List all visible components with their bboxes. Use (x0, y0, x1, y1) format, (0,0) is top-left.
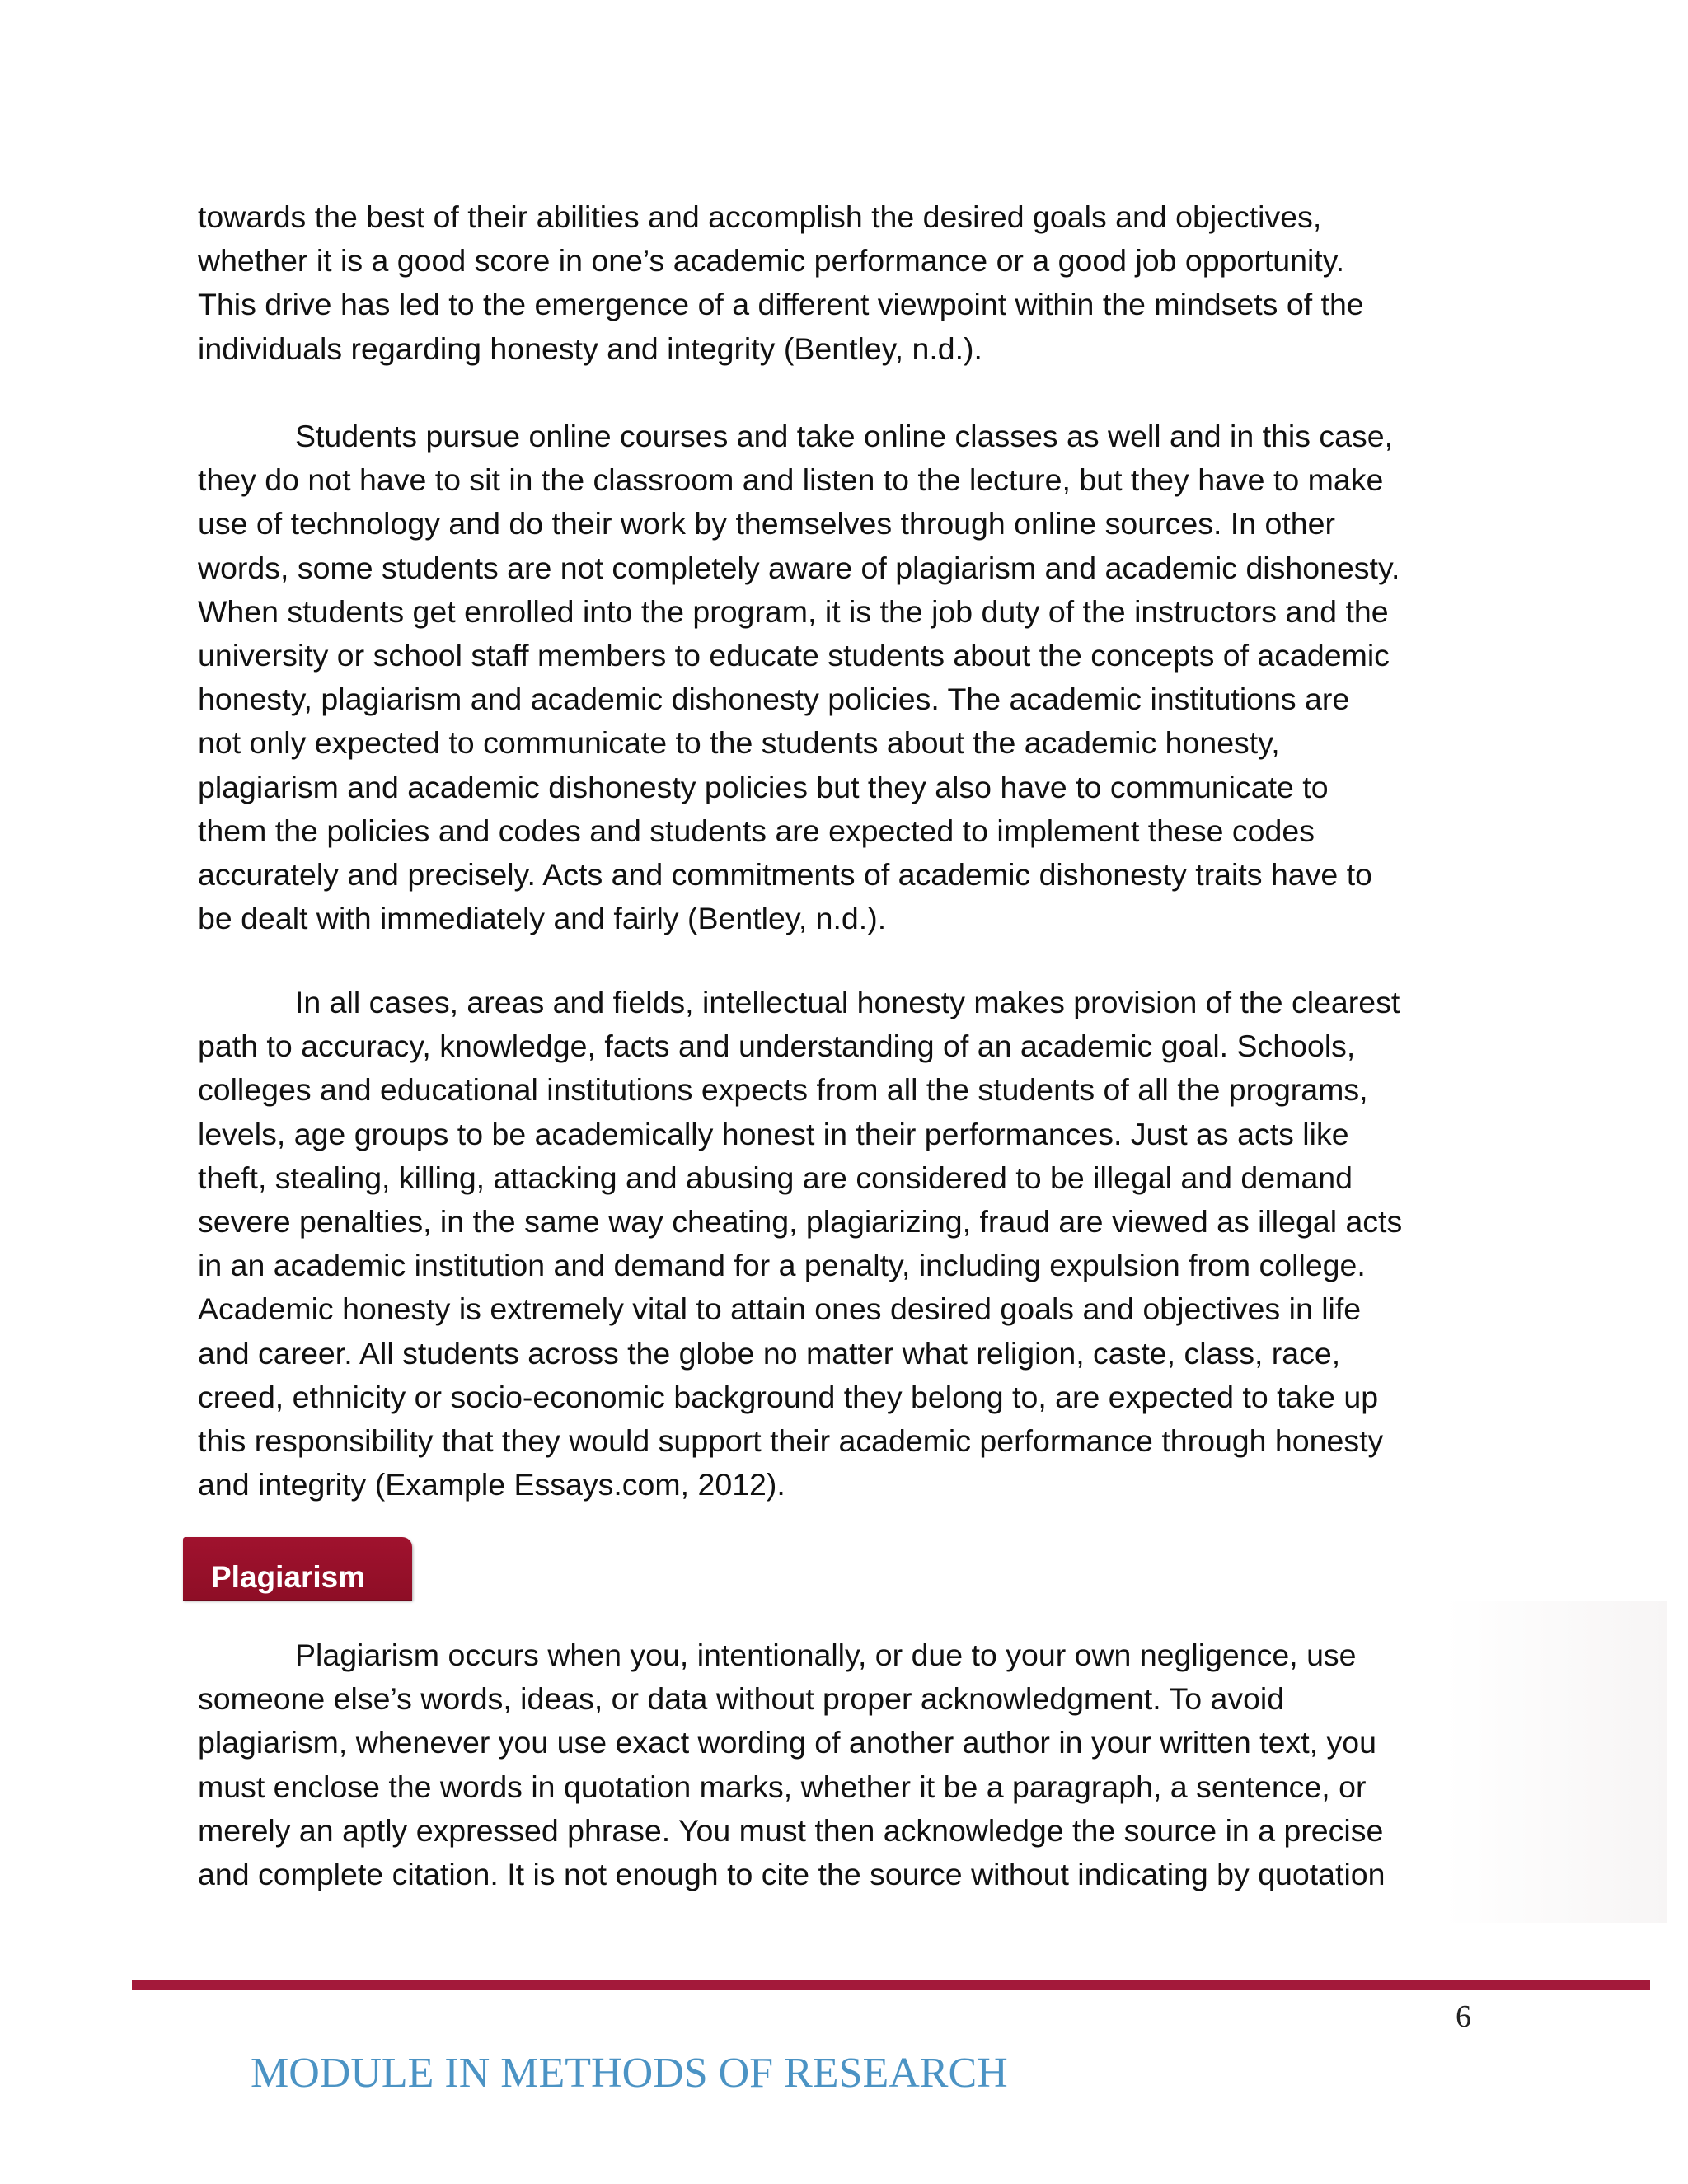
text-line: must enclose the words in quotation marks, whether it be a paragraph, a sentence, or (198, 1769, 1367, 1804)
text-line: university or school staff members to educate students about the concepts of academic (198, 638, 1390, 673)
text-line: levels, age groups to be academically honest in their performances. Just as acts like (198, 1116, 1349, 1151)
section-heading-tab (183, 1537, 412, 1600)
paragraph (198, 195, 1492, 371)
text-line: be dealt with immediately and fairly (Bentley, n.d.). (198, 901, 887, 936)
text-line: theft, stealing, killing, attacking and abusing are considered to be illegal and demand (198, 1160, 1353, 1195)
text-line: plagiarism, whenever you use exact wording of another author in your written text, you (198, 1725, 1376, 1760)
text-line: and complete citation. It is not enough to cite the source without indicating by quotation (198, 1857, 1386, 1892)
text-line: creed, ethnicity or socio-economic background they belong to, are expected to take up (198, 1379, 1379, 1414)
text-line: plagiarism and academic dishonesty policies but they also have to communicate to (198, 769, 1329, 804)
text-line: path to accuracy, knowledge, facts and understanding of an academic goal. Schools, (198, 1029, 1356, 1064)
text-line: In all cases, areas and fields, intellectual honesty makes provision of the clearest (295, 985, 1400, 1019)
text-line: merely an aptly expressed phrase. You must then acknowledge the source in a precise (198, 1812, 1384, 1848)
text-line: someone else’s words, ideas, or data without proper acknowledgment. To avoid (198, 1681, 1285, 1717)
footer-divider (132, 1980, 1650, 1990)
section-heading-rule (183, 1600, 412, 1601)
text-line: this responsibility that they would support their academic performance through honesty (198, 1423, 1384, 1459)
text-line: This drive has led to the emergence of a different viewpoint within the mindsets of the (198, 287, 1364, 322)
text-line: severe penalties, in the same way cheating, plagiarizing, fraud are viewed as illegal acts (198, 1204, 1403, 1240)
paragraph (198, 1633, 1492, 1896)
text-line: not only expected to communicate to the students about the academic honesty, (198, 725, 1280, 761)
text-line: honesty, plagiarism and academic dishonesty policies. The academic institutions are (198, 682, 1350, 717)
text-line: and career. All students across the globe no matter what religion, caste, class, race, (198, 1335, 1341, 1371)
text-line: whether it is a good score in one’s academic performance or a good job opportunity. (198, 243, 1345, 279)
section-heading: Plagiarism (211, 1560, 366, 1594)
text-line: use of technology and do their work by themselves through online sources. In other (198, 506, 1335, 541)
text-line: them the policies and codes and students are expected to implement these codes (198, 813, 1315, 848)
text-line: accurately and precisely. Acts and commitments of academic dishonesty traits have to (198, 857, 1372, 893)
text-line: colleges and educational institutions expects from all the students of all the programs, (198, 1072, 1368, 1108)
text-line: Plagiarism occurs when you, intentionally, or due to your own negligence, use (295, 1638, 1357, 1672)
text-line: they do not have to sit in the classroom and listen to the lecture, but they have to make (198, 462, 1384, 498)
text-line: words, some students are not completely aware of plagiarism and academic dishonesty. (198, 550, 1400, 585)
page-number: 6 (1456, 1999, 1471, 2034)
text-line: individuals regarding honesty and integrity (Bentley, n.d.). (198, 330, 982, 366)
text-line: Academic honesty is extremely vital to attain ones desired goals and objectives in life (198, 1291, 1362, 1327)
text-line: in an academic institution and demand for a penalty, including expulsion from college. (198, 1248, 1366, 1283)
paragraph (198, 415, 1492, 940)
text-line: towards the best of their abilities and accomplish the desired goals and objectives, (198, 199, 1322, 234)
text-line: When students get enrolled into the program, it is the job duty of the instructors and the (198, 593, 1389, 629)
text-line: Students pursue online courses and take online classes as well and in this case, (295, 419, 1394, 453)
text-line: and integrity (Example Essays.com, 2012). (198, 1467, 785, 1502)
paragraph (198, 981, 1492, 1507)
footer-module-title: MODULE IN METHODS OF RESEARCH (251, 2050, 1008, 2097)
